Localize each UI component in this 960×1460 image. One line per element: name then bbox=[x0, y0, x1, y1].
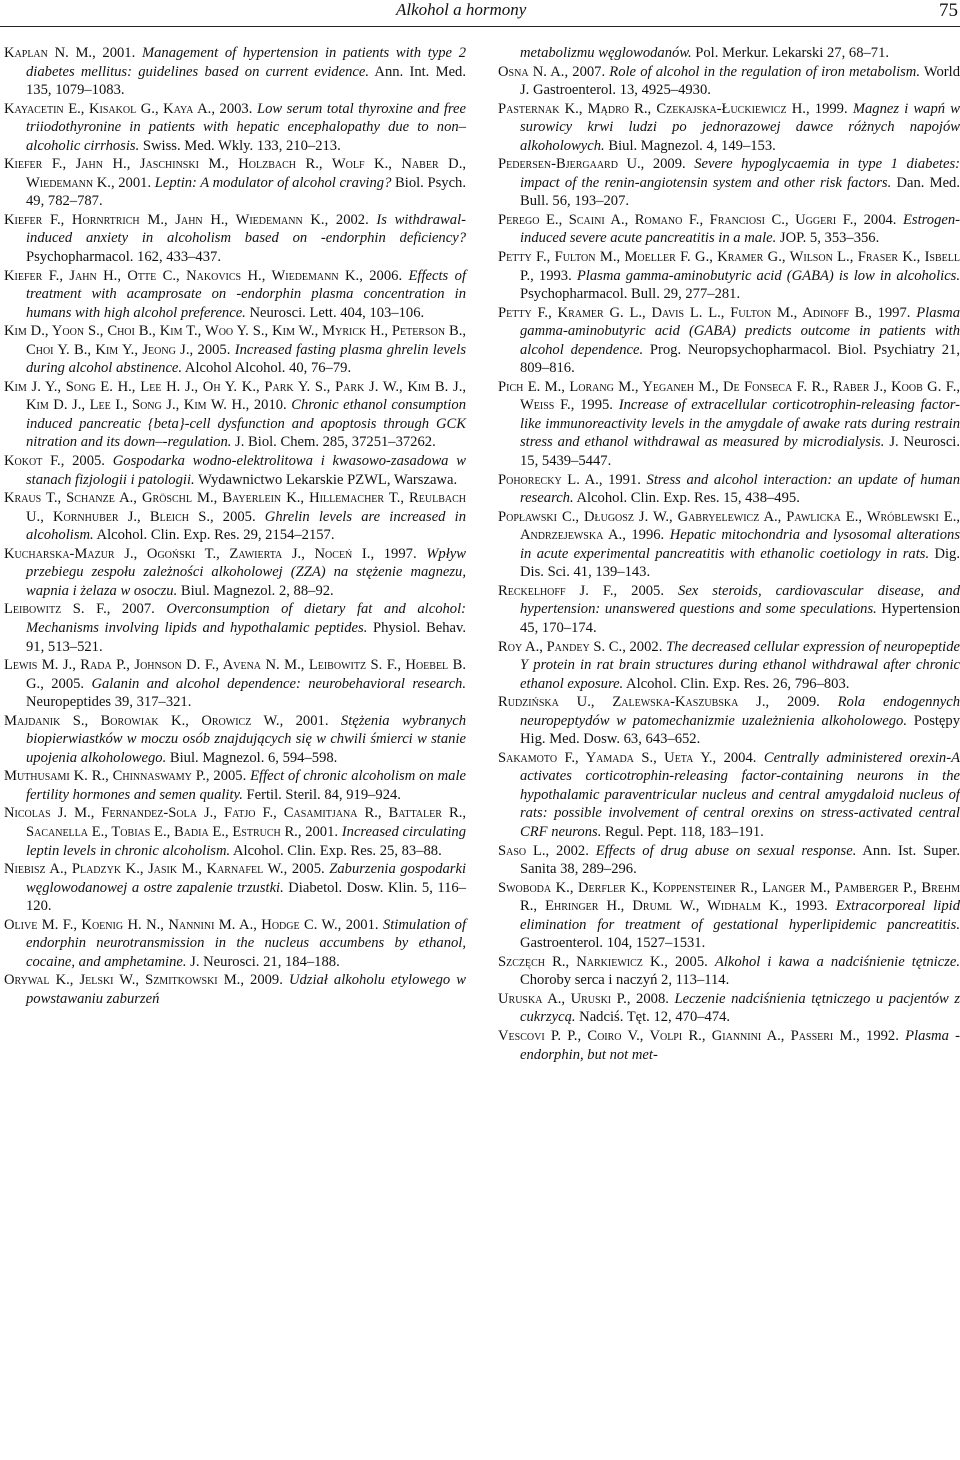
reference-title: Is withdrawal-induced anxiety in alcoholism based on -endorphin deficiency? bbox=[26, 211, 467, 247]
reference-authors: Pich E. M., Lorang M., Yeganeh M., De Fonseca F. R., Raber J., Koob G. F., Weiss F. bbox=[498, 378, 960, 414]
reference-authors: Kokot F. bbox=[4, 453, 61, 470]
reference-entry bbox=[4, 267, 466, 323]
reference-year: , 1996. bbox=[622, 527, 670, 544]
reference-source: Pol. Merkur. Lekarski 27, 68–71. bbox=[691, 45, 890, 61]
reference-year: , 2009. bbox=[240, 972, 289, 989]
reference-title: Galanin and alcohol dependence: neurobehavioral research. bbox=[91, 675, 466, 692]
reference-year: , 2001. bbox=[279, 712, 341, 729]
reference-title: Plasma gamma-aminobutyric acid (GABA) is low in alcoholics. bbox=[576, 267, 960, 284]
reference-source: Ann. Ist. Super. Sanita 38, 289–296. bbox=[520, 842, 960, 878]
reference-entry bbox=[498, 155, 960, 211]
reference-entry bbox=[4, 378, 466, 452]
reference-source: Biul. Magnezol. 6, 594–598. bbox=[166, 749, 338, 766]
reference-authors: Popławski C., Długosz J. W., Gabryelewicz A., Pawlicka E., Wróblewski E., Andrzejewska A. bbox=[498, 508, 960, 544]
page-header bbox=[0, 0, 960, 30]
reference-authors: Rudzińska U., Zalewska-Kaszubska J. bbox=[498, 694, 766, 711]
reference-source: Fertil. Steril. 84, 919–924. bbox=[242, 786, 401, 803]
reference-authors: Lewis M. J., Rada P., Johnson D. F., Avena N. M., Leibowitz S. F., Hoebel B. G. bbox=[4, 657, 466, 692]
reference-source: Dan. Med. Bull. 56, 193–207. bbox=[520, 174, 960, 210]
reference-year: , 2005. bbox=[283, 861, 330, 878]
reference-year: , 2004. bbox=[853, 211, 903, 228]
reference-entry bbox=[498, 471, 960, 508]
reference-entry bbox=[4, 452, 466, 489]
reference-year: , 2003. bbox=[211, 100, 257, 117]
page-number: 75 bbox=[939, 0, 958, 21]
reference-year: , 2009. bbox=[640, 156, 695, 173]
reference-entry bbox=[498, 1027, 960, 1064]
reference-authors: Kaplan N. M. bbox=[4, 45, 93, 61]
reference-year: , 2005. bbox=[205, 768, 251, 785]
reference-title: Role of alcohol in the regulation of iron metabolism. bbox=[609, 63, 920, 80]
reference-source: Alcohol. Clin. Exp. Res. 29, 2154–2157. bbox=[93, 527, 335, 544]
reference-entry bbox=[498, 378, 960, 471]
reference-authors: Pedersen-Bjergaard U. bbox=[498, 156, 641, 173]
reference-authors: Leibowitz S. F. bbox=[4, 601, 107, 618]
reference-entry bbox=[498, 304, 960, 378]
reference-year: , 2002. bbox=[545, 842, 596, 859]
reference-entry bbox=[498, 63, 960, 100]
reference-source: Neurosci. Lett. 404, 103–106. bbox=[245, 304, 425, 321]
reference-source: Biul. Magnezol. 4, 149–153. bbox=[604, 137, 776, 154]
reference-entry bbox=[4, 656, 466, 712]
reference-source: Nadciś. Tęt. 12, 470–474. bbox=[575, 1009, 731, 1026]
reference-title: Estrogen-induced severe acute pancreatitis in a male. bbox=[520, 211, 960, 247]
reference-entry bbox=[4, 155, 466, 211]
reference-year: , 2004. bbox=[712, 749, 764, 766]
header-rule bbox=[0, 26, 960, 27]
reference-title: Sex steroids, cardiovascular disease, and hypertension: unanswered questions and some speculations. bbox=[520, 582, 960, 618]
reference-entry bbox=[4, 712, 466, 768]
reference-authors: Niebisz A., Pladzyk K., Jasik M., Karnafel W. bbox=[4, 861, 284, 878]
reference-source: J. Neurosci. 21, 184–188. bbox=[186, 953, 340, 970]
reference-year: , 2005. bbox=[664, 953, 715, 970]
reference-title: Increase of extracellular corticotrophin-releasing factor-like immunoreactivity levels in the amygdale of awake rats during restrain stress and ethanol withdrawal as measured by microdialysis. bbox=[520, 397, 960, 451]
reference-entry bbox=[4, 767, 466, 804]
reference-source: J. Biol. Chem. 285, 37251–37262. bbox=[231, 434, 436, 451]
reference-entry bbox=[498, 248, 960, 304]
reference-year: , 2009. bbox=[765, 694, 838, 711]
running-title: Alkohol a hormony bbox=[396, 0, 527, 19]
reference-authors: Kiefer F., Jahn H., Jaschinski M., Holzbach R., Wolf K., Naber D., Wiedemann K. bbox=[4, 156, 466, 191]
reference-source: Wydawnictwo Lekarskie PZWL, Warszawa. bbox=[194, 471, 458, 488]
reference-source: Swiss. Med. Wkly. 133, 210–213. bbox=[139, 137, 341, 154]
left-reference-column bbox=[4, 44, 466, 1008]
reference-entry bbox=[4, 860, 466, 916]
reference-authors: Muthusami K. R., Chinnaswamy P. bbox=[4, 768, 206, 785]
reference-source: Choroby serca i naczyń 2, 113–114. bbox=[520, 972, 730, 989]
reference-authors: Vescovi P. P., Coiro V., Volpi R., Giannini A., Passeri M. bbox=[498, 1027, 857, 1044]
reference-title: Leczenie nadciśnienia tętniczego u pacjentów z cukrzycą. bbox=[520, 990, 960, 1026]
reference-source: J. Neurosci. 15, 5439–5447. bbox=[520, 434, 960, 470]
reference-source: Ann. Int. Med. 135, 1079–1083. bbox=[26, 63, 466, 99]
reference-title: Ghrelin levels are increased in alcoholism. bbox=[26, 508, 467, 544]
reference-entry bbox=[498, 44, 960, 63]
reference-authors: Pasternak K., Mądro R., Czekajska-Łuckiewicz H. bbox=[498, 100, 806, 117]
reference-authors: Szczęch R., Narkiewicz K. bbox=[498, 953, 665, 970]
reference-year: , 1992. bbox=[856, 1027, 906, 1044]
reference-entry bbox=[4, 600, 466, 656]
reference-authors: Petty F., Kramer G. L., Davis L. L., Fulton M., Adinoff B. bbox=[498, 304, 869, 321]
reference-title: The decreased cellular expression of neuropeptide Y protein in rat brain structures during ethanol withdrawal after chronic ethanol exposure. bbox=[520, 638, 960, 692]
reference-source: Prog. Neuropsychopharmacol. Biol. Psychiatry 21, 809–816. bbox=[520, 341, 960, 377]
reference-title: Hepatic mitochondria and lysosomal alterations in acute experimental pancreatitis with ethanolic coetiology in rats. bbox=[520, 527, 960, 562]
reference-authors: Roy A., Pandey S. C. bbox=[498, 638, 623, 655]
reference-year: , 2005. bbox=[40, 675, 92, 692]
reference-year: , 2005. bbox=[60, 453, 113, 470]
reference-year: , 2007. bbox=[564, 63, 610, 80]
reference-year: , 2008. bbox=[626, 990, 675, 1007]
reference-entry bbox=[498, 638, 960, 694]
reference-source: Biul. Magnezol. 2, 88–92. bbox=[177, 582, 334, 599]
reference-authors: Kim J. Y., Song E. H., Lee H. J., Oh Y. K., Park Y. S., Park J. W., Kim B. J., Kim D. J., Lee I., Song J., Kim W. H. bbox=[4, 378, 466, 414]
reference-authors: Kim D., Yoon S., Choi B., Kim T., Woo Y. S., Kim W., Myrick H., Peterson B., Choi Y. B., Kim Y., Jeong J. bbox=[4, 323, 466, 358]
reference-title: Udział alkoholu etylowego w powstawaniu zaburzeń bbox=[26, 972, 467, 1007]
reference-title: Low serum total thyroxine and free triiodothyronine in patients with hepatic encephalopathy due to non–alcoholic cirrhosis. bbox=[26, 100, 467, 154]
reference-authors: Majdanik S., Borowiak K., Orowicz W. bbox=[4, 712, 280, 729]
reference-source: Hypertension 45, 170–174. bbox=[520, 601, 960, 636]
reference-entry bbox=[498, 582, 960, 638]
reference-authors: Swoboda K., Derfler K., Koppensteiner R., Langer M., Pamberger P., Brehm R., Ehringer H., Druml W., Widhalm K. bbox=[498, 879, 960, 915]
reference-authors: Saso L. bbox=[498, 842, 546, 859]
reference-entry bbox=[4, 100, 466, 156]
reference-title: Management of hypertension in patients with type 2 diabetes mellitus: guidelines based on current evidence. bbox=[26, 45, 467, 80]
reference-entry bbox=[498, 842, 960, 879]
reference-source: Psychopharmacol. Bull. 29, 277–281. bbox=[520, 286, 741, 303]
reference-entry bbox=[4, 322, 466, 378]
reference-year: , 2001. bbox=[297, 823, 342, 840]
reference-year: , 2010. bbox=[245, 397, 292, 414]
reference-authors: Pohorecky L. A. bbox=[498, 471, 599, 488]
reference-title: Magnez i wapń w surowicy krwi ludzi po jednorazowej dawce różnych napojów alkoholowych. bbox=[520, 100, 960, 154]
reference-source: Alcohol. Clin. Exp. Res. 15, 438–495. bbox=[573, 490, 800, 507]
reference-authors: Petty F., Fulton M., Moeller F. G., Kramer G., Wilson L., Fraser K., Isbell P. bbox=[498, 249, 960, 284]
reference-entry bbox=[4, 545, 466, 601]
reference-authors: Uruska A., Uruski P. bbox=[498, 990, 627, 1007]
reference-title: Increased circulating leptin levels in chronic alcoholism. bbox=[26, 823, 467, 859]
reference-title: Stress and alcohol interaction: an update of human research. bbox=[520, 471, 960, 507]
reference-source: Psychopharmacol. 162, 433–437. bbox=[26, 249, 221, 266]
reference-year: , 1993. bbox=[783, 898, 836, 915]
reference-year: , 1997. bbox=[868, 304, 917, 321]
reference-year: , 2005. bbox=[189, 341, 235, 358]
reference-title: Zaburzenia gospodarki węglowodanowej a ostre zapalenie trzustki. bbox=[26, 861, 466, 896]
reference-title: Effect of chronic alcoholism on male fertility hormones and semen quality. bbox=[26, 768, 466, 803]
reference-entry bbox=[498, 990, 960, 1027]
reference-authors: Perego E., Scaini A., Romano F., Franciosi C., Uggeri F. bbox=[498, 211, 854, 228]
reference-title: Overconsumption of dietary fat and alcohol: Mechanisms involving lipids and hypothalamic peptides. bbox=[26, 601, 466, 636]
reference-source: Regul. Pept. 118, 183–191. bbox=[601, 823, 764, 840]
reference-title: Wpływ przebiegu zespołu zależności alkoholowej (ZZA) na stężenie magnezu, wapnia i żelaza w osoczu. bbox=[26, 545, 466, 599]
reference-source: Neuropeptides 39, 317–321. bbox=[26, 694, 192, 711]
reference-year: , 2007. bbox=[106, 601, 167, 618]
reference-year: , 2001. bbox=[92, 45, 142, 61]
reference-year: , 1997. bbox=[370, 545, 427, 562]
reference-authors: Kucharska-Mazur J., Ogoński T., Zawierta J., Noceń I. bbox=[4, 545, 371, 562]
reference-year: , 2006. bbox=[359, 267, 409, 284]
reference-title: Alkohol i kawa a nadciśnienie tętnicze. bbox=[714, 953, 960, 970]
reference-year: , 2001. bbox=[110, 174, 155, 191]
reference-entry bbox=[498, 879, 960, 953]
reference-title: Effects of treatment with acamprosate on -endorphin plasma concentration in humans with high alcohol preference. bbox=[26, 267, 466, 321]
reference-entry bbox=[4, 916, 466, 972]
reference-title: Stimulation of endorphin neurotransmission in the nucleus accumbens by ethanol, cocaine, and amphetamine. bbox=[26, 916, 467, 970]
reference-year: , 1993. bbox=[530, 267, 577, 284]
reference-entry bbox=[4, 971, 466, 1008]
reference-title: Stężenia wybranych biopierwiastków w moczu osób znajdujących się w chwili śmierci w stanie upojenia alkoholowego. bbox=[26, 712, 467, 766]
reference-source: Postępy Hig. Med. Dosw. 63, 643–652. bbox=[520, 712, 960, 748]
reference-title: Gospodarka wodno-elektrolitowa i kwasowo-zasadowa w stanach fizjologii i patologii. bbox=[26, 453, 466, 488]
reference-authors: Reckelhoff J. F. bbox=[498, 582, 614, 599]
reference-year: , 1991. bbox=[598, 471, 647, 488]
reference-authors: Orywal K., Jelski W., Szmitkowski M. bbox=[4, 972, 241, 989]
reference-title: Rola endogennych neuropeptydów w patomechanizmie uzależnienia alkoholowego. bbox=[520, 694, 960, 729]
reference-authors: Osna N. A. bbox=[498, 63, 565, 80]
reference-authors: Nicolas J. M., Fernandez-Sola J., Fatjo F., Casamitjana R., Battaler R., Sacanella E., Tobias E., Badia E., Estruch R. bbox=[4, 805, 466, 840]
reference-entry bbox=[498, 953, 960, 990]
reference-entry bbox=[498, 100, 960, 156]
reference-year: , 1995. bbox=[570, 397, 619, 414]
reference-year: , 2001. bbox=[337, 916, 383, 933]
reference-entry bbox=[4, 44, 466, 100]
reference-year: , 2005. bbox=[613, 582, 679, 599]
right-reference-column bbox=[498, 44, 960, 1064]
reference-title: Leptin: A modulator of alcohol craving? bbox=[154, 174, 392, 191]
reference-title: Severe hypoglycaemia in type 1 diabetes: impact of the renin-angiotensin system and other risk factors. bbox=[520, 156, 960, 191]
reference-source: JOP. 5, 353–356. bbox=[776, 230, 880, 247]
reference-source: Alcohol. Clin. Exp. Res. 25, 83–88. bbox=[230, 842, 442, 859]
reference-entry bbox=[498, 508, 960, 582]
reference-title: metabolizmu węglowodanów. bbox=[520, 45, 692, 61]
reference-title: Plasma -endorphin, but not met- bbox=[520, 1027, 960, 1063]
reference-source: Gastroenterol. 104, 1527–1531. bbox=[520, 935, 706, 952]
reference-entry bbox=[498, 211, 960, 248]
reference-title: Plasma gamma-aminobutyric acid (GABA) predicts outcome in patients with alcohol dependence. bbox=[520, 304, 960, 358]
reference-authors: Kiefer F., Hornrtrich M., Jahn H., Wiedemann K. bbox=[4, 211, 325, 228]
reference-entry bbox=[4, 804, 466, 860]
reference-title: Effects of drug abuse on sexual response. bbox=[595, 842, 857, 859]
reference-year: , 1999. bbox=[805, 100, 853, 117]
reference-title: Centrally administered orexin-A activates corticotrophin-releasing factor-containing neurons in the hypothalamic paraventricular nucleus and central amygdaloid nucleus of rats: possible involvement of central orexins on stress-activated central CRF neurons. bbox=[520, 749, 960, 840]
reference-source: Dig. Dis. Sci. 41, 139–143. bbox=[520, 545, 960, 581]
reference-source: Diabetol. Dosw. Klin. 5, 116–120. bbox=[26, 879, 466, 915]
reference-authors: Olive M. F., Koenig H. N., Nannini M. A., Hodge C. W. bbox=[4, 916, 338, 933]
reference-authors: Sakamoto F., Yamada S., Ueta Y. bbox=[498, 749, 713, 766]
reference-entry bbox=[498, 749, 960, 842]
reference-year: , 2002. bbox=[622, 638, 667, 655]
reference-authors: Kiefer F., Jahn H., Otte C., Nakovics H., Wiedemann K. bbox=[4, 267, 360, 284]
reference-entry bbox=[4, 211, 466, 267]
reference-title: Increased fasting plasma ghrelin levels during alcohol abstinence. bbox=[26, 341, 467, 377]
reference-title: Extracorporeal lipid elimination for treatment of gestational hyperlipidemic pancreatitis. bbox=[520, 898, 960, 933]
reference-source: Alcohol Alcohol. 40, 76–79. bbox=[182, 360, 352, 377]
reference-source: World J. Gastroenterol. 13, 4925–4930. bbox=[520, 63, 960, 99]
reference-entry bbox=[4, 489, 466, 545]
reference-source: Biol. Psych. 49, 782–787. bbox=[26, 174, 467, 210]
reference-source: Physiol. Behav. 91, 513–521. bbox=[26, 619, 466, 655]
reference-year: , 2005. bbox=[209, 508, 265, 525]
reference-authors: Kayacetin E., Kisakol G., Kaya A. bbox=[4, 100, 212, 117]
reference-entry bbox=[498, 693, 960, 749]
reference-authors: Kraus T., Schanze A., Gröschl M., Bayerlein K., Hillemacher T., Reulbach U., Kornhuber J., Bleich S. bbox=[4, 490, 466, 525]
reference-title: Chronic ethanol consumption induced pancreatic {beta}-cell dysfunction and apoptosis through GCK nitration and its down–-regulation. bbox=[26, 397, 467, 451]
reference-year: , 2002. bbox=[324, 211, 377, 228]
reference-source: Alcohol. Clin. Exp. Res. 26, 796–803. bbox=[623, 675, 850, 692]
